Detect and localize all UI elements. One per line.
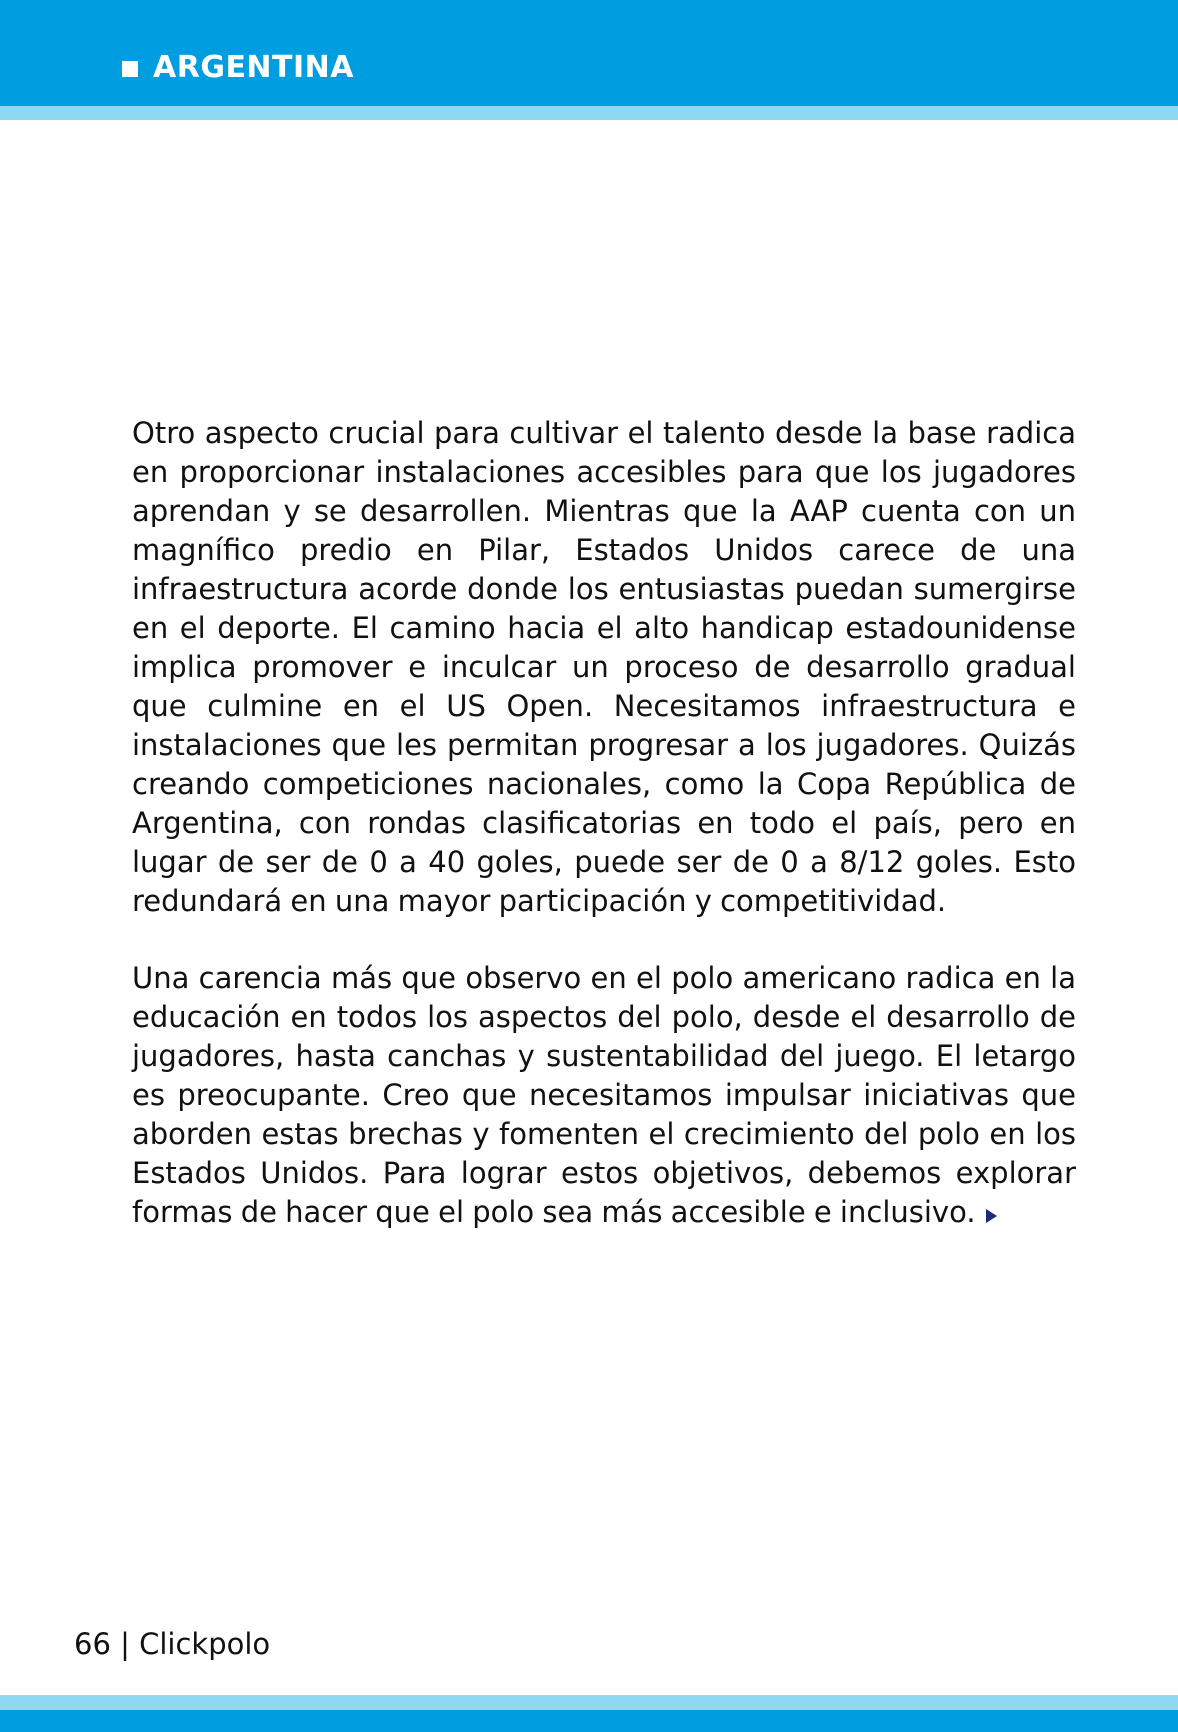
- page-folio: 66 | Clickpolo: [74, 1627, 271, 1661]
- section-square-icon: [122, 61, 138, 77]
- article-paragraph-1: [132, 414, 1076, 921]
- paragraph-1-text: Otro aspecto crucial para cultivar el talento desde la base radica en proporcionar instalaciones accesibles para que los jugadores aprendan y se desarrollen. Mientras que la AAP cuenta con un magnífico predio en Pilar, Estados Unidos carece de una infraestructura acorde donde los entusiastas puedan sumergirse en el deporte. El camino hacia el alto handicap estadounidense implica promover e inculcar un proceso de desarrollo gradual que culmine en el US Open. Necesitamos infraestructura e instalaciones que les permitan progresar a los jugadores. Quizás creando competiciones nacionales, como la Copa República de Argentina, con rondas clasificatorias en todo el país, pero en lugar de ser de 0 a 40 goles, puede ser de 0 a 8/12 goles. Esto redundará en una mayor participación y competitividad.: [132, 416, 1076, 918]
- article-paragraph-2: [132, 959, 1076, 1232]
- footer-band: [0, 1710, 1178, 1732]
- footer-stripe: [0, 1695, 1178, 1710]
- header-stripe: [0, 106, 1178, 120]
- section-title: ARGENTINA: [153, 50, 354, 85]
- paragraph-2-text: Una carencia más que observo en el polo americano radica en la educación en todos los aspectos del polo, desde el desarrollo de jugadores, hasta canchas y sustentabilidad del juego. El letargo es preocupante. Creo que necesitamos impulsar iniciativas que aborden estas brechas y fomenten el crecimiento del polo en los Estados Unidos. Para lograr estos objetivos, debemos explorar formas de hacer que el polo sea más accesible e inclusivo.: [132, 961, 1076, 1229]
- article-body: [132, 414, 1076, 1232]
- end-of-article-icon: [986, 1209, 997, 1223]
